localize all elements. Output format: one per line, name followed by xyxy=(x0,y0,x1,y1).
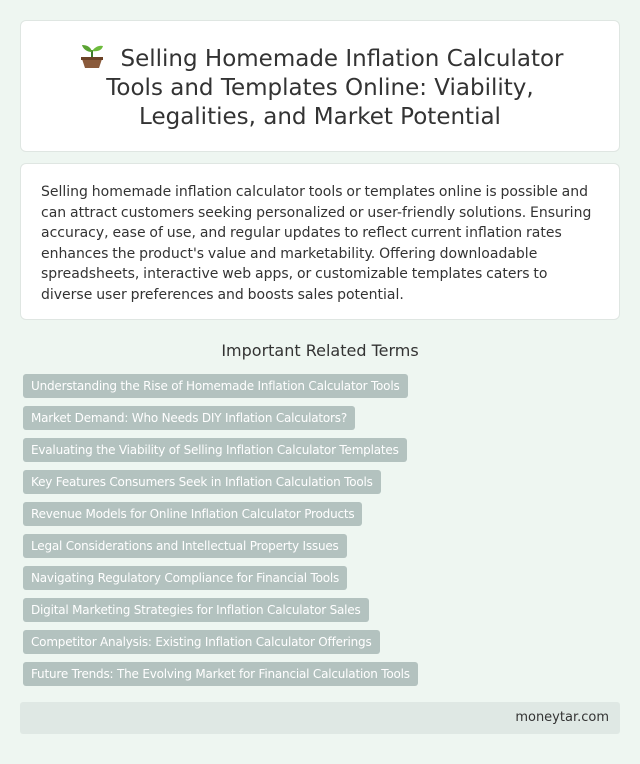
seedling-icon xyxy=(77,43,107,69)
related-term-tag[interactable]: Navigating Regulatory Compliance for Financial Tools xyxy=(23,566,347,590)
related-term-tag[interactable]: Evaluating the Viability of Selling Inflation Calculator Templates xyxy=(23,438,407,462)
related-term-tag[interactable]: Future Trends: The Evolving Market for Financial Calculation Tools xyxy=(23,662,418,686)
related-term-tag[interactable]: Understanding the Rise of Homemade Inflation Calculator Tools xyxy=(23,374,408,398)
page-title-text: Selling Homemade Inflation Calculator Tools and Templates Online: Viability, Legalities, and Market Potential xyxy=(106,46,564,130)
related-term-tag[interactable]: Legal Considerations and Intellectual Property Issues xyxy=(23,534,347,558)
footer-site-link[interactable]: moneytar.com xyxy=(515,710,609,725)
related-term-tag[interactable]: Market Demand: Who Needs DIY Inflation Calculators? xyxy=(23,406,355,430)
related-term-tag[interactable]: Key Features Consumers Seek in Inflation Calculation Tools xyxy=(23,470,381,494)
related-term-tag[interactable]: Digital Marketing Strategies for Inflation Calculator Sales xyxy=(23,598,369,622)
summary-card xyxy=(20,163,620,320)
page-title xyxy=(51,43,589,132)
footer xyxy=(20,702,620,734)
related-term-tag[interactable]: Competitor Analysis: Existing Inflation Calculator Offerings xyxy=(23,630,380,654)
summary-text: Selling homemade inflation calculator tools or templates online is possible and can attract customers seeking personalized or user-friendly solutions. Ensuring accuracy, ease of use, and regular updates to reflect current inflation rates enhances the product's value and marketability. Offering downloadable spreadsheets, interactive web apps, or customizable templates caters to diverse user preferences and boosts sales potential. xyxy=(41,184,592,303)
related-terms-list xyxy=(23,374,613,686)
title-card xyxy=(20,20,620,152)
related-terms-heading: Important Related Terms xyxy=(221,341,419,360)
related-term-tag[interactable]: Revenue Models for Online Inflation Calculator Products xyxy=(23,502,362,526)
